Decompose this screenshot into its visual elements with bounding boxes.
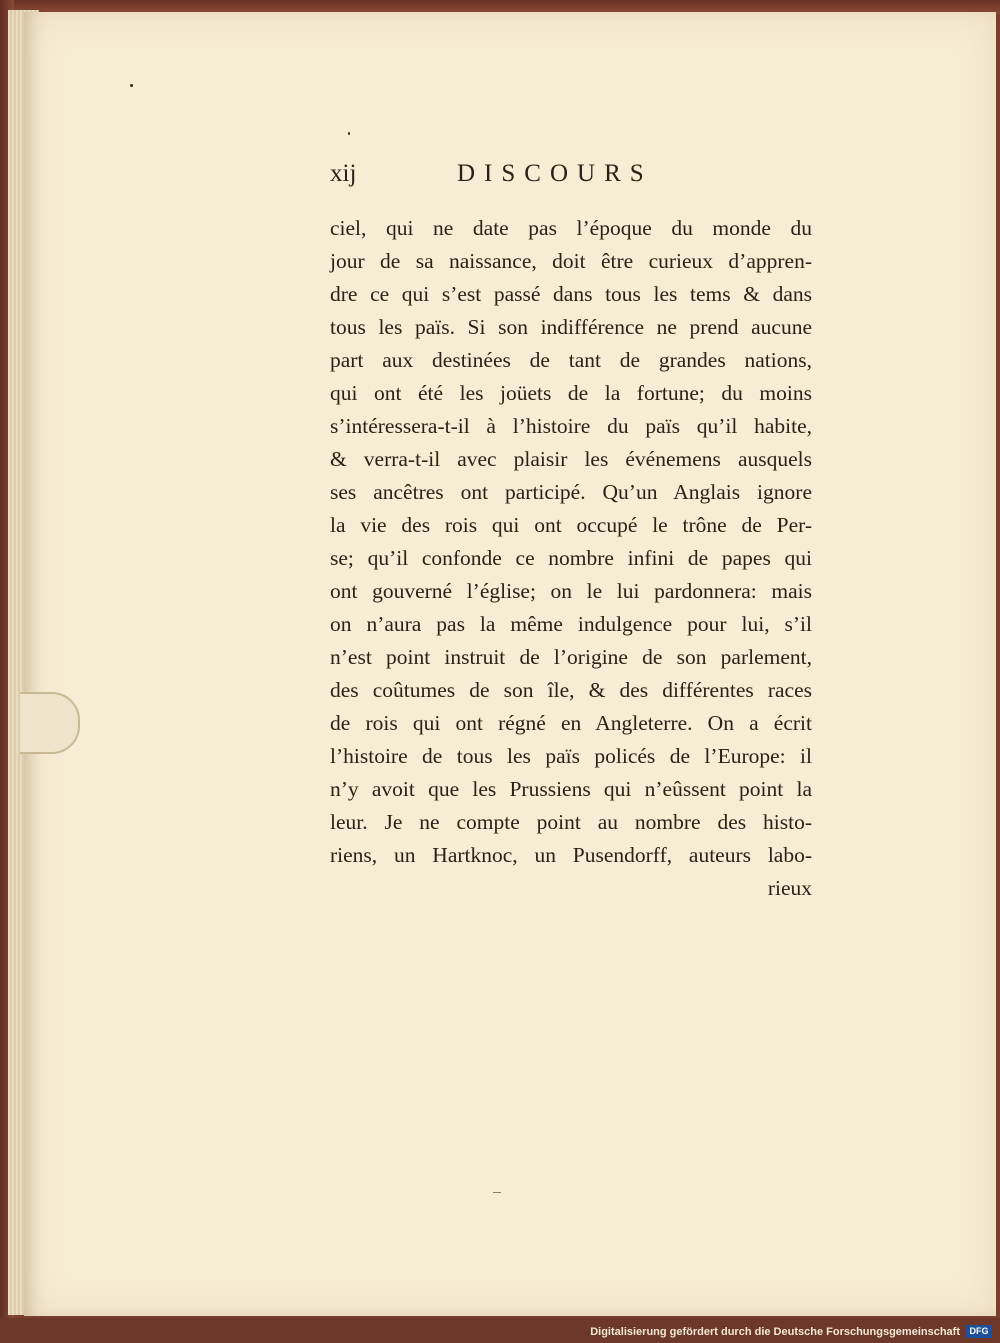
text-line: n’est point instruit de l’origine de son parlement, (330, 645, 812, 669)
text-line: la vie des rois qui ont occupé le trône de Per- (330, 513, 812, 537)
page-number: xij (330, 160, 357, 187)
ink-speck (130, 84, 133, 87)
text-line: s’intéressera-t-il à l’histoire du païs qu’il habite, (330, 414, 812, 438)
text-line: ciel, qui ne date pas l’époque du monde du (330, 216, 812, 240)
text-line: dre ce qui s’est passé dans tous les tems & dans (330, 282, 812, 306)
text-line: ont gouverné l’église; on le lui pardonnera: mais (330, 579, 812, 603)
text-line: n’y avoit que les Prussiens qui n’eûssent point la (330, 777, 812, 801)
page-tab-marker (20, 692, 80, 754)
running-title: DISCOURS (457, 160, 653, 187)
text-line: part aux destinées de tant de grandes nations, (330, 348, 812, 372)
text-line: on n’aura pas la même indulgence pour lui, s’il (330, 612, 812, 636)
ink-speck (348, 132, 350, 135)
text-line: jour de sa naissance, doit être curieux d’appren- (330, 249, 812, 273)
dfg-logo: DFG (966, 1325, 992, 1338)
text-line: & verra-t-il avec plaisir les événemens ausquels (330, 447, 812, 471)
text-line: riens, un Hartknoc, un Pusendorff, auteurs labo- (330, 843, 812, 867)
text-line: leur. Je ne compte point au nombre des histo- (330, 810, 812, 834)
text-line: de rois qui ont régné en Angleterre. On a écrit (330, 711, 812, 735)
body-text (330, 212, 812, 905)
page-header (330, 160, 815, 200)
text-line: qui ont été les joüets de la fortune; du moins (330, 381, 812, 405)
digitization-credit: Digitalisierung gefördert durch die Deutsche Forschungsgemeinschaft (590, 1326, 960, 1338)
catchword: rieux (767, 876, 812, 900)
text-line: ses ancêtres ont participé. Qu’un Anglais ignore (330, 480, 812, 504)
ink-dash (493, 1192, 501, 1193)
text-line: se; qu’il confonde ce nombre infini de papes qui (330, 546, 812, 570)
text-line: tous les païs. Si son indifférence ne prend aucune (330, 315, 812, 339)
text-line: des coûtumes de son île, & des différentes races (330, 678, 812, 702)
text-line: l’histoire de tous les païs policés de l’Europe: il (330, 744, 812, 768)
